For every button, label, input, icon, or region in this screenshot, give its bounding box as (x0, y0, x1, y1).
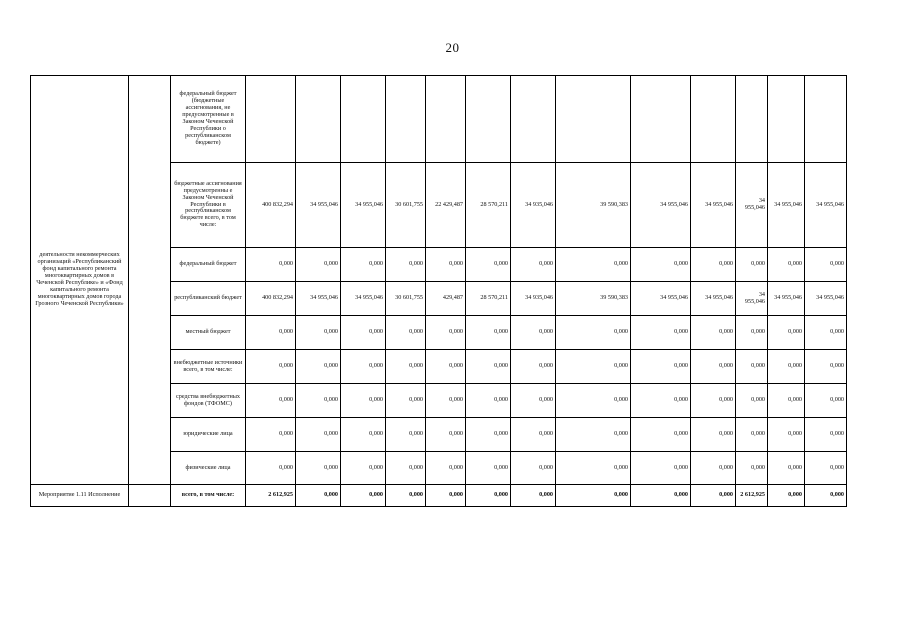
value-cell: 0,000 (631, 384, 691, 418)
funding-source-cell: физические лица (171, 452, 246, 485)
value-cell: 0,000 (466, 384, 511, 418)
funding-source-cell: бюджетные ассигнования предусмотренны е Законом Чеченской Республики в республиканском бюджете всего, в том числе: (171, 163, 246, 248)
value-cell: 0,000 (556, 485, 631, 507)
value-cell: 0,000 (805, 384, 847, 418)
value-cell: 0,000 (386, 384, 426, 418)
value-cell: 0,000 (768, 452, 805, 485)
value-cell: 0,000 (386, 485, 426, 507)
value-cell: 34 955,046 (768, 163, 805, 248)
funding-source-cell: всего, в том числе: (171, 485, 246, 507)
value-cell: 0,000 (556, 418, 631, 452)
value-cell: 34 935,046 (511, 163, 556, 248)
value-cell: 0,000 (246, 384, 296, 418)
value-cell: 0,000 (296, 248, 341, 282)
value-cell: 0,000 (426, 248, 466, 282)
value-cell: 0,000 (768, 485, 805, 507)
value-cell: 0,000 (631, 485, 691, 507)
value-cell: 0,000 (386, 248, 426, 282)
value-cell: 0,000 (426, 418, 466, 452)
value-cell: 0,000 (691, 350, 736, 384)
value-cell: 0,000 (691, 485, 736, 507)
value-cell: 0,000 (341, 350, 386, 384)
value-cell: 0,000 (426, 384, 466, 418)
value-cell (556, 76, 631, 163)
value-cell (466, 76, 511, 163)
value-cell: 0,000 (736, 350, 768, 384)
value-cell: 0,000 (246, 316, 296, 350)
funding-source-cell: юридические лица (171, 418, 246, 452)
value-cell: 0,000 (691, 248, 736, 282)
value-cell: 0,000 (736, 316, 768, 350)
funding-source-cell: внебюджетные источники всего, в том числе: (171, 350, 246, 384)
value-cell: 0,000 (768, 418, 805, 452)
value-cell: 2 612,925 (736, 485, 768, 507)
value-cell: 34 955,046 (691, 282, 736, 316)
value-cell: 2 612,925 (246, 485, 296, 507)
value-cell (768, 76, 805, 163)
value-cell: 0,000 (296, 384, 341, 418)
value-cell: 0,000 (341, 485, 386, 507)
value-cell: 0,000 (511, 384, 556, 418)
value-cell: 0,000 (426, 485, 466, 507)
value-cell: 34 955,046 (805, 282, 847, 316)
page-number: 20 (445, 40, 460, 55)
value-cell (386, 76, 426, 163)
value-cell: 30 601,755 (386, 282, 426, 316)
value-cell: 0,000 (511, 485, 556, 507)
value-cell: 0,000 (736, 384, 768, 418)
value-cell (631, 76, 691, 163)
value-cell: 429,487 (426, 282, 466, 316)
value-cell: 34 955,046 (341, 282, 386, 316)
value-cell: 0,000 (736, 418, 768, 452)
value-cell: 0,000 (246, 350, 296, 384)
value-cell: 30 601,755 (386, 163, 426, 248)
value-cell: 0,000 (511, 350, 556, 384)
value-cell: 22 429,487 (426, 163, 466, 248)
value-cell: 34 955,046 (296, 163, 341, 248)
funding-source-cell: местный бюджет (171, 316, 246, 350)
value-cell: 34 955,046 (341, 163, 386, 248)
value-cell: 0,000 (556, 248, 631, 282)
value-cell: 0,000 (466, 485, 511, 507)
value-cell: 28 570,211 (466, 163, 511, 248)
value-cell: 400 832,294 (246, 282, 296, 316)
value-cell: 0,000 (631, 452, 691, 485)
value-cell: 0,000 (341, 452, 386, 485)
value-cell (296, 76, 341, 163)
value-cell: 0,000 (466, 452, 511, 485)
value-cell: 34 955,046 (736, 163, 768, 248)
value-cell: 0,000 (296, 485, 341, 507)
value-cell: 0,000 (386, 350, 426, 384)
value-cell: 0,000 (556, 452, 631, 485)
value-cell: 0,000 (768, 248, 805, 282)
value-cell: 0,000 (768, 350, 805, 384)
value-cell (426, 76, 466, 163)
value-cell: 0,000 (691, 452, 736, 485)
value-cell: 0,000 (631, 248, 691, 282)
value-cell: 0,000 (691, 316, 736, 350)
funding-source-cell: республиканский бюджет (171, 282, 246, 316)
value-cell: 34 955,046 (768, 282, 805, 316)
value-cell: 0,000 (631, 350, 691, 384)
funding-source-cell: средства внебюджетных фондов (ТФОМС) (171, 384, 246, 418)
value-cell: 0,000 (466, 248, 511, 282)
value-cell: 0,000 (768, 316, 805, 350)
value-cell: 0,000 (296, 452, 341, 485)
value-cell: 34 955,046 (631, 163, 691, 248)
value-cell: 0,000 (386, 418, 426, 452)
funding-source-cell: федеральный бюджет (бюджетные ассигнования, не предусмотренные в Законом Чеченской Республики о республиканском бюджете) (171, 76, 246, 163)
value-cell: 39 590,383 (556, 163, 631, 248)
value-cell: 0,000 (426, 316, 466, 350)
value-cell: 0,000 (511, 452, 556, 485)
value-cell: 0,000 (426, 452, 466, 485)
event-name-cell: Мероприятие 1.11 Исполнение (31, 485, 129, 507)
value-cell: 34 935,046 (511, 282, 556, 316)
value-cell: 400 832,294 (246, 163, 296, 248)
value-cell: 34 955,046 (736, 282, 768, 316)
value-cell: 0,000 (466, 316, 511, 350)
value-cell: 0,000 (511, 248, 556, 282)
value-cell: 0,000 (736, 452, 768, 485)
value-cell: 0,000 (805, 350, 847, 384)
value-cell: 34 955,046 (296, 282, 341, 316)
value-cell: 34 955,046 (691, 163, 736, 248)
value-cell: 0,000 (556, 316, 631, 350)
value-cell: 0,000 (691, 384, 736, 418)
value-cell: 0,000 (246, 418, 296, 452)
value-cell: 0,000 (341, 384, 386, 418)
value-cell: 0,000 (805, 316, 847, 350)
value-cell: 0,000 (341, 248, 386, 282)
executor-cell (129, 76, 171, 485)
funding-source-cell: федеральный бюджет (171, 248, 246, 282)
value-cell (246, 76, 296, 163)
value-cell: 0,000 (556, 384, 631, 418)
value-cell (805, 76, 847, 163)
value-cell: 34 955,046 (631, 282, 691, 316)
value-cell (511, 76, 556, 163)
value-cell: 0,000 (386, 316, 426, 350)
table-row (31, 76, 847, 163)
event-row (31, 485, 847, 507)
value-cell: 34 955,046 (805, 163, 847, 248)
value-cell: 0,000 (805, 418, 847, 452)
value-cell: 0,000 (296, 418, 341, 452)
value-cell: 0,000 (691, 418, 736, 452)
value-cell: 0,000 (511, 418, 556, 452)
value-cell: 0,000 (805, 452, 847, 485)
value-cell: 28 570,211 (466, 282, 511, 316)
value-cell (691, 76, 736, 163)
value-cell: 0,000 (246, 452, 296, 485)
value-cell: 0,000 (736, 248, 768, 282)
value-cell: 0,000 (341, 418, 386, 452)
value-cell: 0,000 (296, 350, 341, 384)
value-cell: 0,000 (246, 248, 296, 282)
budget-table (30, 75, 847, 507)
value-cell (341, 76, 386, 163)
value-cell: 0,000 (426, 350, 466, 384)
value-cell: 39 590,383 (556, 282, 631, 316)
value-cell: 0,000 (805, 485, 847, 507)
value-cell: 0,000 (386, 452, 426, 485)
value-cell: 0,000 (768, 384, 805, 418)
value-cell: 0,000 (341, 316, 386, 350)
value-cell: 0,000 (466, 350, 511, 384)
value-cell: 0,000 (556, 350, 631, 384)
value-cell: 0,000 (631, 316, 691, 350)
value-cell: 0,000 (631, 418, 691, 452)
value-cell: 0,000 (466, 418, 511, 452)
executor-cell (129, 485, 171, 507)
value-cell (736, 76, 768, 163)
value-cell: 0,000 (805, 248, 847, 282)
value-cell: 0,000 (511, 316, 556, 350)
value-cell: 0,000 (296, 316, 341, 350)
program-name-cell: деятельности некоммерческих организаций «Республиканский фонд капитального ремонта многоквартирных домов в Чеченской Республике» и «Фонд капитального ремонта многоквартирных домов города Грозного Чеченской Республики» (31, 76, 129, 485)
